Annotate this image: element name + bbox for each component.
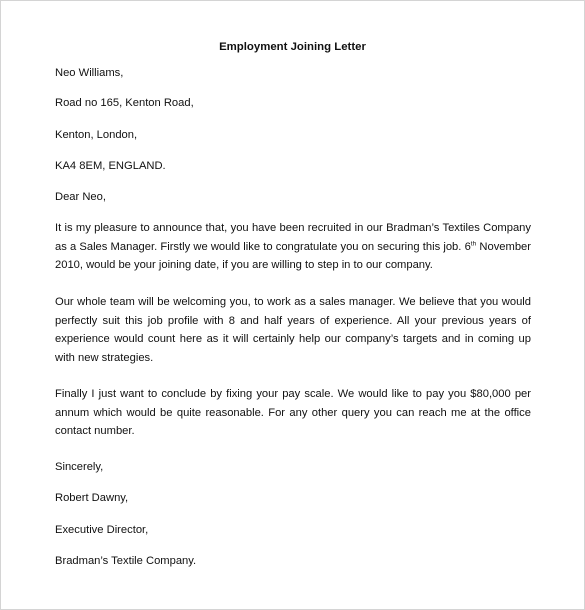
date-ordinal-suffix: th [470,239,477,247]
paragraph-joining-part2: November 2010, would be your joining date, if you are willing to step in to our company. [55,240,531,271]
paragraph-pay [55,385,531,441]
paragraph-welcome-text: Our whole team will be welcoming you, to work as a sales manager. We believe that you would perfectly suit this job profile with 8 and half years of experience. All your previous years of experience would count here as it will certainly help our company’s targets and in coming up with new strategies. [55,296,531,364]
paragraph-joining [55,219,531,275]
recipient-street: Road no 165, Kenton Road, [55,97,194,109]
recipient-postcode: KA4 8EM, ENGLAND. [55,160,166,172]
paragraph-pay-text: Finally I just want to conclude by fixing your pay scale. We would like to pay you $80,000 per annum which would be quite reasonable. For any other query you can reach me at the office contact number. [55,388,531,437]
recipient-city: Kenton, London, [55,129,138,141]
signer-company: Bradman’s Textile Company. [55,555,197,567]
closing: Sincerely, [55,461,104,473]
letter-title: Employment Joining Letter [219,41,366,53]
paragraph-joining-part1: It is my pleasure to announce that, you have been recruited in our Bradman’s Textiles Company as a Sales Manager. Firstly we would like to congratulate you on securing this job. 6 [55,222,531,253]
signer-name: Robert Dawny, [55,492,129,504]
recipient-name: Neo Williams, [55,67,124,79]
salutation: Dear Neo, [55,191,106,203]
signer-title: Executive Director, [55,524,149,536]
paragraph-welcome [55,293,531,367]
